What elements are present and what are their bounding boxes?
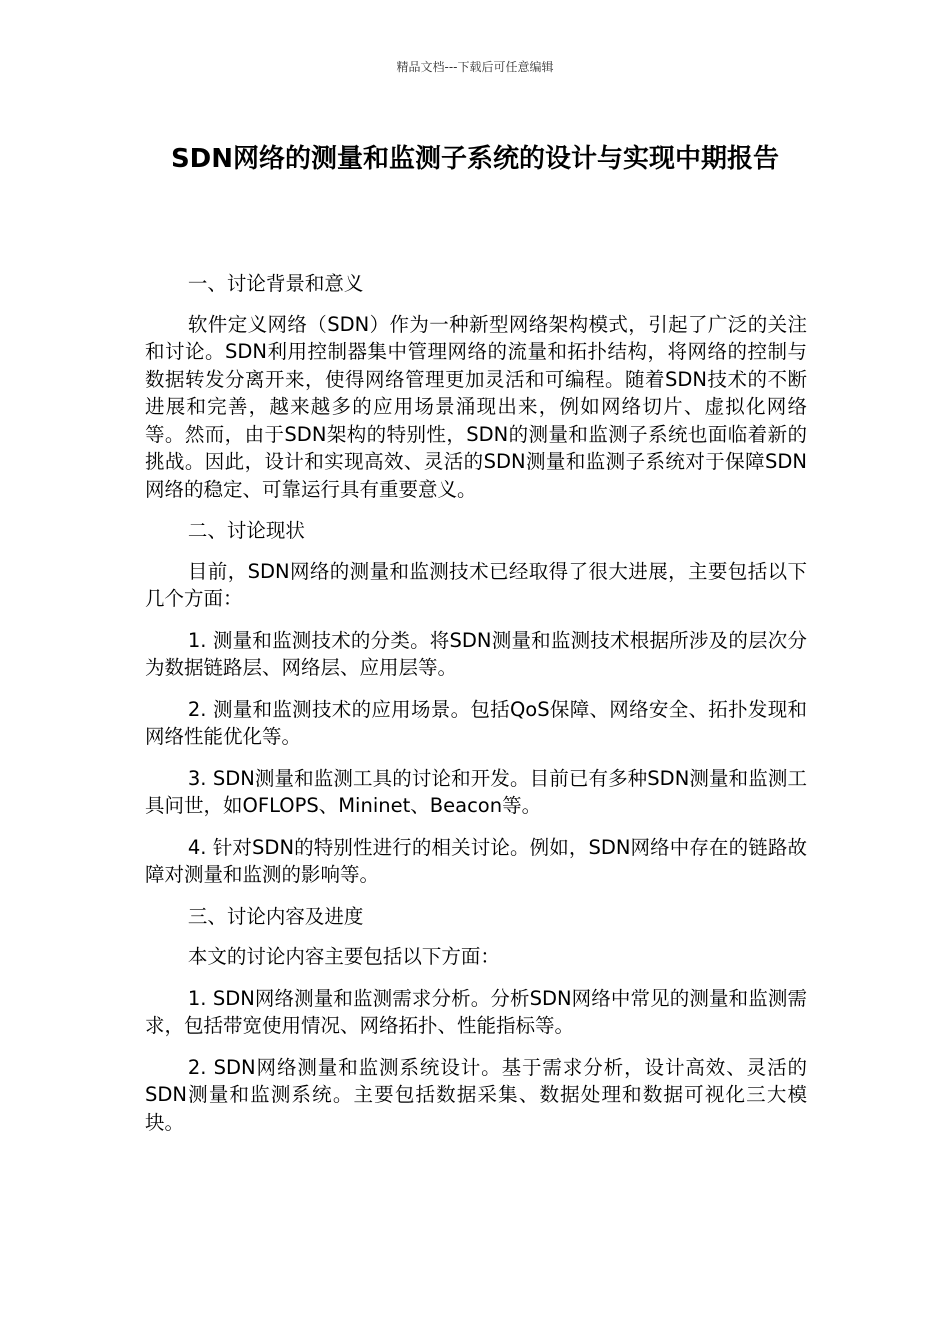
section-heading-background: 一、讨论背景和意义 (187, 272, 364, 295)
section-heading-status: 二、讨论现状 (187, 519, 305, 542)
list-item: 4. 针对SDN的特别性进行的相关讨论。例如，SDN网络中存在的链路故障对测量和监测的影响等。 (145, 835, 807, 886)
list-item: 1. SDN网络测量和监测需求分析。分析SDN网络中常见的测量和监测需求，包括带宽使用情况、网络拓扑、性能指标等。 (145, 986, 807, 1037)
paragraph-content-intro: 本文的讨论内容主要包括以下方面： (187, 945, 500, 968)
list-item: 1. 测量和监测技术的分类。将SDN测量和监测技术根据所涉及的层次分为数据链路层、网络层、应用层等。 (145, 628, 807, 679)
list-item: 2. 测量和监测技术的应用场景。包括QoS保障、网络安全、拓扑发现和网络性能优化等。 (145, 697, 807, 748)
document-title: SDN网络的测量和监测子系统的设计与实现中期报告 (170, 144, 780, 174)
list-item: 3. SDN测量和监测工具的讨论和开发。目前已有多种SDN测量和监测工具问世，如OFLOPS、Mininet、Beacon等。 (145, 766, 807, 817)
document-body (145, 270, 807, 1150)
list-item: 2. SDN网络测量和监测系统设计。基于需求分析，设计高效、灵活的SDN测量和监测系统。主要包括数据采集、数据处理和数据可视化三大模块。 (145, 1055, 807, 1134)
paragraph-status-intro: 目前，SDN网络的测量和监测技术已经取得了很大进展，主要包括以下几个方面： (145, 559, 807, 610)
paragraph-background: 软件定义网络（SDN）作为一种新型网络架构模式，引起了广泛的关注和讨论。SDN利用控制器集中管理网络的流量和拓扑结构，将网络的控制与数据转发分离开来，使得网络管理更加灵活和可编程。随着SDN技术的不断进展和完善，越来越多的应用场景涌现出来，例如网络切片、虚拟化网络等。然而，由于SDN架构的特别性，SDN的测量和监测子系统也面临着新的挑战。因此，设计和实现高效、灵活的SDN测量和监测子系统对于保障SDN网络的稳定、可靠运行具有重要意义。 (145, 312, 807, 501)
section-heading-content: 三、讨论内容及进度 (187, 904, 364, 928)
page-header: 精品文档---下载后可任意编辑 (396, 60, 554, 74)
